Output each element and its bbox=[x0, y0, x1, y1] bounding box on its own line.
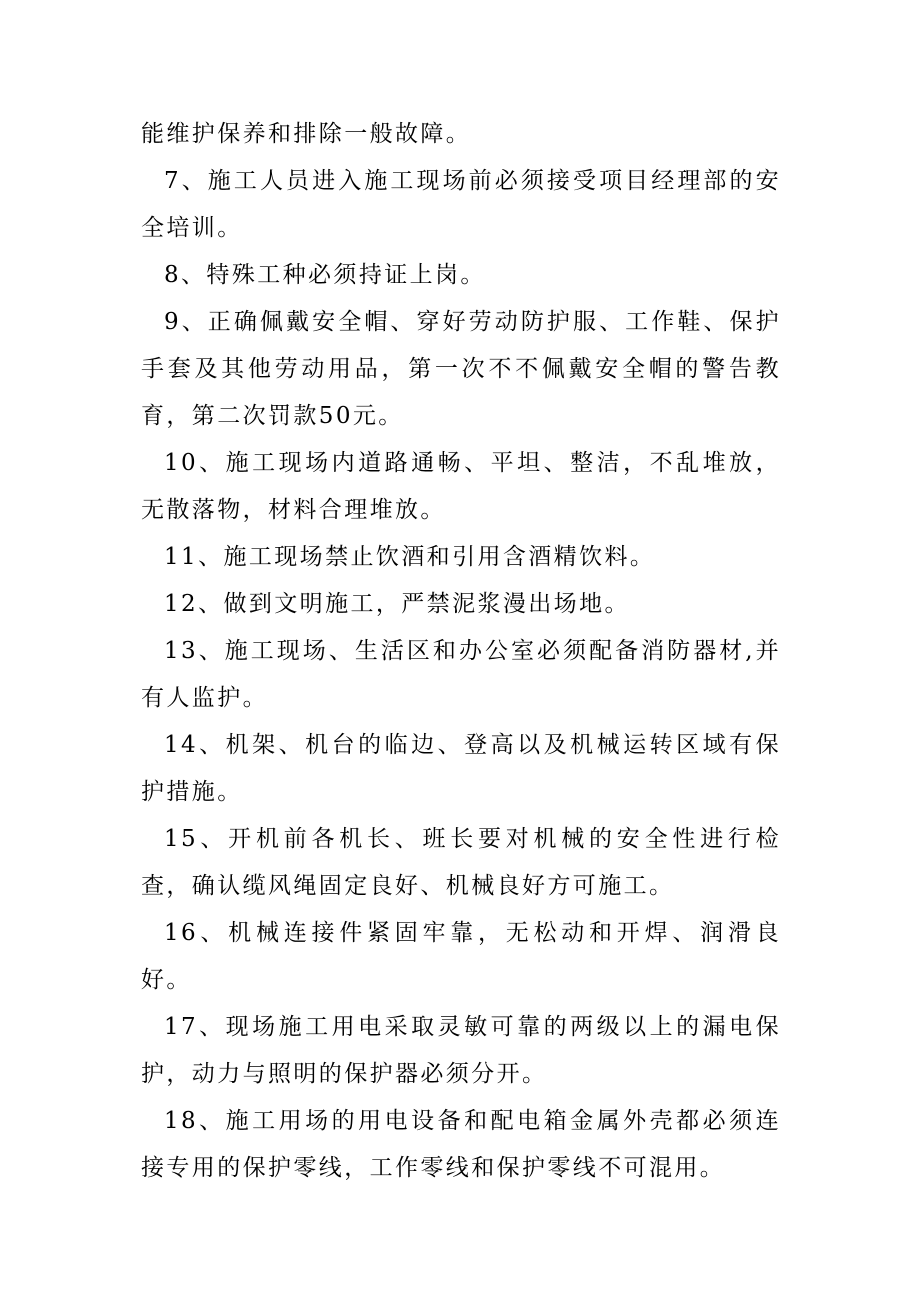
paragraph-item-17: 17、现场施工用电采取灵敏可靠的两级以上的漏电保护，动力与照明的保护器必须分开。 bbox=[141, 1014, 781, 1087]
paragraph-item-7: 7、施工人员进入施工现场前必须接受项目经理部的安全培训。 bbox=[141, 168, 781, 241]
document-body bbox=[141, 111, 781, 1192]
paragraph-item-15: 15、开机前各机长、班长要对机械的安全性进行检查，确认缆风绳固定良好、机械良好方可施工。 bbox=[141, 826, 781, 899]
paragraph-continuation: 能维护保养和排除一般故障。 bbox=[141, 121, 472, 147]
paragraph-item-18: 18、施工用场的用电设备和配电箱金属外壳都必须连接专用的保护零线，工作零线和保护零线不可混用。 bbox=[141, 1108, 781, 1181]
paragraph-item-13: 13、施工现场、生活区和办公室必须配备消防器材,并有人监护。 bbox=[141, 638, 781, 711]
paragraph-item-16: 16、机械连接件紧固牢靠，无松动和开焊、润滑良好。 bbox=[141, 920, 781, 993]
paragraph-item-10: 10、施工现场内道路通畅、平坦、整洁，不乱堆放，无散落物，材料合理堆放。 bbox=[141, 450, 781, 523]
paragraph-item-8: 8、特殊工种必须持证上岗。 bbox=[164, 262, 486, 288]
paragraph-item-11: 11、施工现场禁止饮酒和引用含酒精饮料。 bbox=[164, 544, 656, 570]
paragraph-item-9: 9、正确佩戴安全帽、穿好劳动防护服、工作鞋、保护手套及其他劳动用品，第一次不不佩戴安全帽的警告教育，第二次罚款50元。 bbox=[141, 309, 781, 429]
paragraph-item-14: 14、机架、机台的临边、登高以及机械运转区域有保护措施。 bbox=[141, 732, 781, 805]
paragraph-item-12: 12、做到文明施工，严禁泥浆漫出场地。 bbox=[164, 591, 630, 617]
